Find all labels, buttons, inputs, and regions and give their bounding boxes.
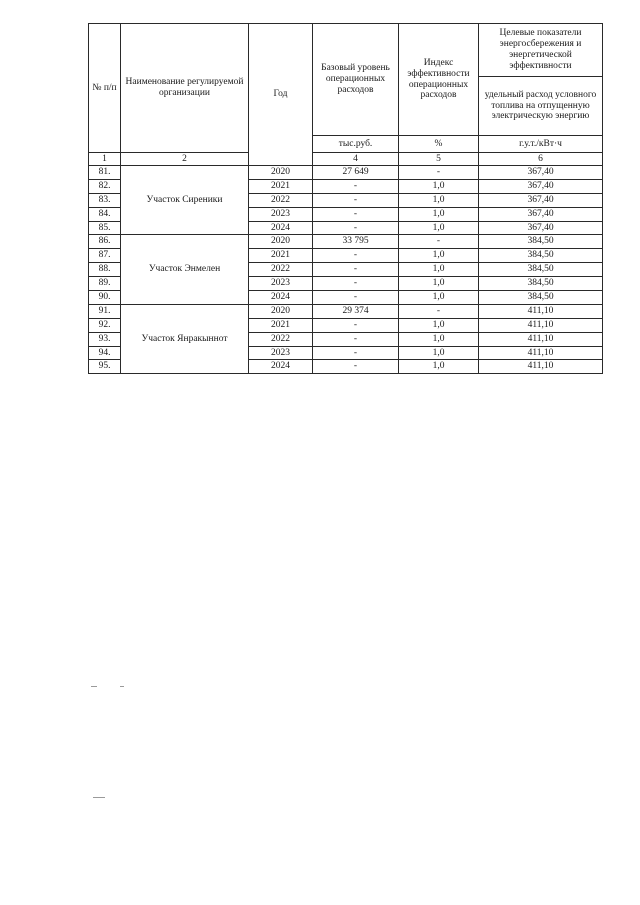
row-efficiency-index: - xyxy=(399,304,479,318)
row-year: 2021 xyxy=(249,318,313,332)
row-efficiency-index: 1,0 xyxy=(399,360,479,374)
row-fuel-rate: 367,40 xyxy=(479,166,603,180)
row-year: 2022 xyxy=(249,332,313,346)
row-year: 2020 xyxy=(249,235,313,249)
row-efficiency-index: 1,0 xyxy=(399,291,479,305)
row-base-level: - xyxy=(313,207,399,221)
row-fuel-rate: 411,10 xyxy=(479,332,603,346)
row-year: 2021 xyxy=(249,249,313,263)
column-number: 2 xyxy=(121,153,249,166)
row-base-level: 27 649 xyxy=(313,166,399,180)
scan-artifact xyxy=(120,686,124,687)
row-base-level: - xyxy=(313,332,399,346)
table-body xyxy=(89,166,603,374)
row-base-level: - xyxy=(313,179,399,193)
table-head xyxy=(89,24,603,166)
row-number: 83. xyxy=(89,193,121,207)
row-base-level: 29 374 xyxy=(313,304,399,318)
row-number: 92. xyxy=(89,318,121,332)
header-efficiency-index: Индекс эффективности операционных расходов xyxy=(399,24,479,136)
row-number: 84. xyxy=(89,207,121,221)
row-base-level: - xyxy=(313,291,399,305)
row-efficiency-index: 1,0 xyxy=(399,221,479,235)
row-efficiency-index: 1,0 xyxy=(399,346,479,360)
header-year: Год xyxy=(249,24,313,166)
row-base-level: - xyxy=(313,346,399,360)
row-efficiency-index: 1,0 xyxy=(399,318,479,332)
unit-fuel-rate: г.у.т./кВт·ч xyxy=(479,136,603,153)
row-year: 2023 xyxy=(249,277,313,291)
table-row xyxy=(89,166,603,180)
column-number: 5 xyxy=(399,153,479,166)
row-year: 2023 xyxy=(249,346,313,360)
row-number: 88. xyxy=(89,263,121,277)
column-number: 1 xyxy=(89,153,121,166)
org-name: Участок Сиреники xyxy=(121,166,249,235)
header-fuel-rate: удельный расход условного топлива на отпущенную электрическую энергию xyxy=(479,77,603,136)
row-efficiency-index: 1,0 xyxy=(399,179,479,193)
row-number: 89. xyxy=(89,277,121,291)
row-year: 2022 xyxy=(249,193,313,207)
row-number: 81. xyxy=(89,166,121,180)
row-number: 85. xyxy=(89,221,121,235)
row-efficiency-index: 1,0 xyxy=(399,332,479,346)
header-num: № п/п xyxy=(89,24,121,153)
row-base-level: - xyxy=(313,360,399,374)
tariff-table xyxy=(88,23,603,374)
column-number: 4 xyxy=(313,153,399,166)
table-row xyxy=(89,304,603,318)
row-base-level: 33 795 xyxy=(313,235,399,249)
row-year: 2021 xyxy=(249,179,313,193)
row-base-level: - xyxy=(313,318,399,332)
row-year: 2024 xyxy=(249,221,313,235)
row-fuel-rate: 367,40 xyxy=(479,207,603,221)
unit-base-level: тыс.руб. xyxy=(313,136,399,153)
org-name: Участок Энмелен xyxy=(121,235,249,304)
row-year: 2023 xyxy=(249,207,313,221)
row-fuel-rate: 411,10 xyxy=(479,304,603,318)
row-efficiency-index: - xyxy=(399,166,479,180)
row-fuel-rate: 411,10 xyxy=(479,360,603,374)
scan-artifact xyxy=(93,797,105,798)
row-fuel-rate: 384,50 xyxy=(479,249,603,263)
unit-efficiency-index: % xyxy=(399,136,479,153)
row-number: 93. xyxy=(89,332,121,346)
row-number: 90. xyxy=(89,291,121,305)
row-year: 2022 xyxy=(249,263,313,277)
row-number: 86. xyxy=(89,235,121,249)
row-base-level: - xyxy=(313,277,399,291)
row-efficiency-index: 1,0 xyxy=(399,263,479,277)
row-efficiency-index: 1,0 xyxy=(399,207,479,221)
row-number: 91. xyxy=(89,304,121,318)
row-fuel-rate: 384,50 xyxy=(479,277,603,291)
row-year: 2020 xyxy=(249,166,313,180)
row-base-level: - xyxy=(313,221,399,235)
row-fuel-rate: 411,10 xyxy=(479,318,603,332)
row-number: 94. xyxy=(89,346,121,360)
row-base-level: - xyxy=(313,193,399,207)
row-efficiency-index: - xyxy=(399,235,479,249)
row-efficiency-index: 1,0 xyxy=(399,249,479,263)
row-fuel-rate: 384,50 xyxy=(479,263,603,277)
row-number: 95. xyxy=(89,360,121,374)
row-year: 2020 xyxy=(249,304,313,318)
row-fuel-rate: 384,50 xyxy=(479,235,603,249)
header-targets: Целевые показатели энергосбережения и энергетической эффективности xyxy=(479,24,603,77)
column-number: 6 xyxy=(479,153,603,166)
header-base-level: Базовый уровень операционных расходов xyxy=(313,24,399,136)
row-number: 87. xyxy=(89,249,121,263)
row-year: 2024 xyxy=(249,360,313,374)
scan-artifact xyxy=(91,686,97,687)
row-number: 82. xyxy=(89,179,121,193)
column-numbers-row xyxy=(89,153,603,166)
row-fuel-rate: 411,10 xyxy=(479,346,603,360)
org-name: Участок Янракыннот xyxy=(121,304,249,373)
row-year: 2024 xyxy=(249,291,313,305)
header-org: Наименование регулируемой организации xyxy=(121,24,249,153)
row-fuel-rate: 384,50 xyxy=(479,291,603,305)
table-row xyxy=(89,235,603,249)
row-base-level: - xyxy=(313,263,399,277)
row-efficiency-index: 1,0 xyxy=(399,277,479,291)
row-efficiency-index: 1,0 xyxy=(399,193,479,207)
row-fuel-rate: 367,40 xyxy=(479,179,603,193)
row-base-level: - xyxy=(313,249,399,263)
row-fuel-rate: 367,40 xyxy=(479,193,603,207)
row-fuel-rate: 367,40 xyxy=(479,221,603,235)
